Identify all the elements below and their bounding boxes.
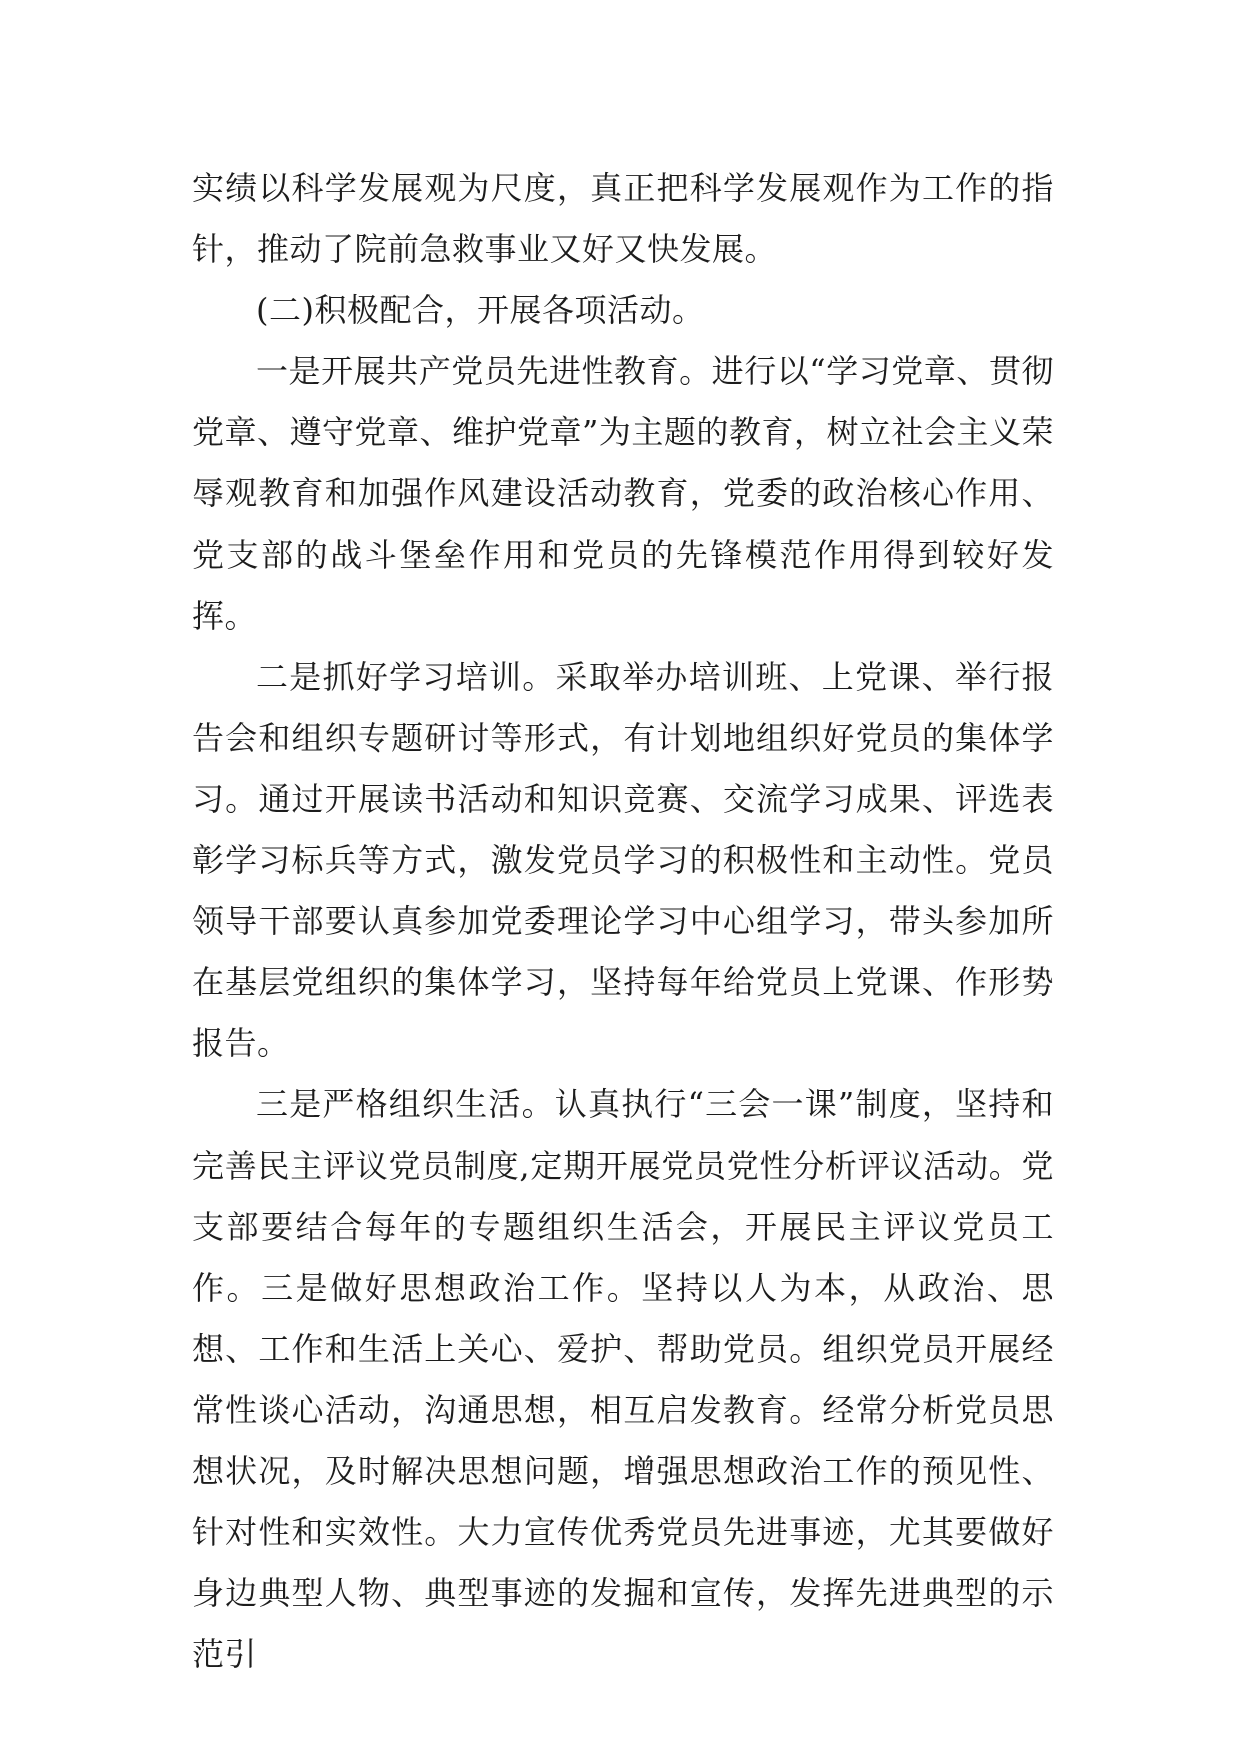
paragraph-5: 三是严格组织生活。认真执行“三会一课”制度，坚持和完善民主评议党员制度,定期开展党员党性分析评议活动。党支部要结合每年的专题组织生活会，开展民主评议党员工作。三是做好思想政治工作。坚持以人为本，从政治、思想、工作和生活上关心、爱护、帮助党员。组织党员开展经常性谈心活动，沟通思想，相互启发教育。经常分析党员思想状况，及时解决思想问题，增强思想政治工作的预见性、针对性和实效性。大力宣传优秀党员先进事迹，尤其要做好身边典型人物、典型事迹的发掘和宣传，发挥先进典型的示范引 <box>192 1085 1054 1674</box>
paragraph-1: 实绩以科学发展观为尺度，真正把科学发展观作为工作的指针，推动了院前急救事业又好又快发展。 <box>192 169 1054 269</box>
paragraph-2: (二)积极配合，开展各项活动。 <box>256 291 705 330</box>
paragraph-4: 二是抓好学习培训。采取举办培训班、上党课、举行报告会和组织专题研讨等形式，有计划地组织好党员的集体学习。通过开展读书活动和知识竞赛、交流学习成果、评选表彰学习标兵等方式，激发党员学习的积极性和主动性。党员领导干部要认真参加党委理论学习中心组学习，带头参加所在基层党组织的集体学习，坚持每年给党员上党课、作形势报告。 <box>192 657 1054 1063</box>
paragraph-3: 一是开展共产党员先进性教育。进行以“学习党章、贯彻党章、遵守党章、维护党章”为主题的教育，树立社会主义荣辱观教育和加强作风建设活动教育，党委的政治核心作用、党支部的战斗堡垒作用和党员的先锋模范作用得到较好发挥。 <box>192 352 1054 635</box>
document-body <box>192 158 1054 1685</box>
